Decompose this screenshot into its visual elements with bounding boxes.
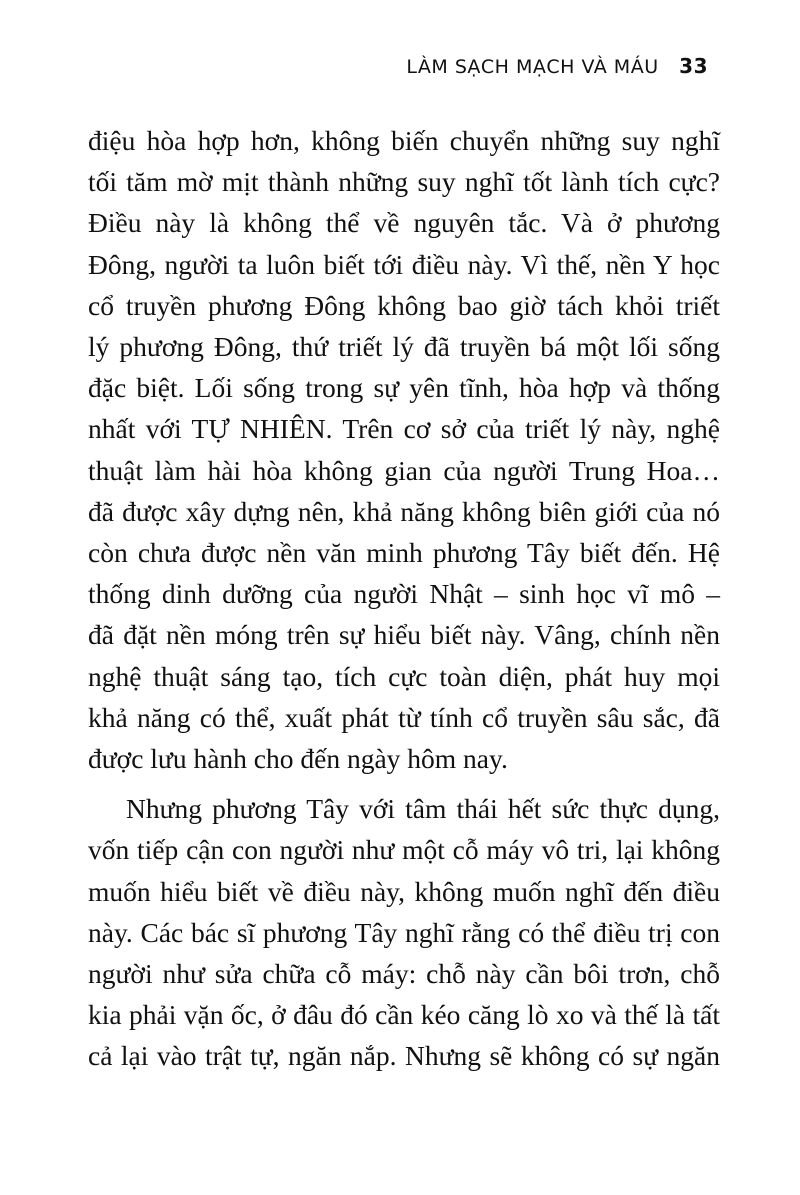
text-line: Điều này là không thể về nguyên tắc. Và ở phương (88, 207, 720, 239)
text-line: nhất với TỰ NHIÊN. Trên cơ sở của triết lý này, nghệ (88, 413, 720, 445)
text-line: khả năng có thể, xuất phát từ tính cổ truyền sâu sắc, đã (88, 701, 720, 733)
text-line: nghệ thuật sáng tạo, tích cực toàn diện, phát huy mọi (88, 660, 720, 692)
chapter-title: LÀM SẠCH MẠCH VÀ MÁU (406, 56, 659, 78)
paragraph-spacer (88, 779, 720, 788)
text-line: còn chưa được nền văn minh phương Tây biết đến. Hệ (88, 537, 720, 569)
text-line: cả lại vào trật tự, ngăn nắp. Nhưng sẽ không có sự ngăn (88, 1040, 720, 1072)
body-text (88, 120, 720, 1077)
text-line: tối tăm mờ mịt thành những suy nghĩ tốt lành tích cực? (88, 166, 720, 198)
text-line: được lưu hành cho đến ngày hôm nay. (88, 743, 508, 775)
text-line: lý phương Đông, thứ triết lý đã truyền bá một lối sống (88, 331, 720, 363)
page-number: 33 (679, 54, 708, 78)
text-line: thuật làm hài hòa không gian của người Trung Hoa… (88, 454, 720, 486)
text-line: kia phải vặn ốc, ở đâu đó cần kéo căng lò xo và thế là tất (88, 999, 720, 1031)
text-line: này. Các bác sĩ phương Tây nghĩ rằng có thể điều trị con (88, 916, 720, 948)
paragraph-1 (88, 120, 720, 779)
text-line: thống dinh dưỡng của người Nhật – sinh học vĩ mô – (88, 578, 720, 610)
text-line: Nhưng phương Tây với tâm thái hết sức thực dụng, (126, 793, 720, 825)
text-line: người như sửa chữa cỗ máy: chỗ này cần bôi trơn, chỗ (88, 958, 720, 990)
paragraph-2 (88, 788, 720, 1076)
text-line: muốn hiểu biết về điều này, không muốn nghĩ đến điều (88, 875, 720, 907)
text-line: điệu hòa hợp hơn, không biến chuyển những suy nghĩ (88, 125, 720, 156)
text-line: cổ truyền phương Đông không bao giờ tách khỏi triết (88, 289, 720, 321)
text-line: Đông, người ta luôn biết tới điều này. Vì thế, nền Y học (88, 248, 720, 280)
running-header (406, 54, 708, 78)
text-line: vốn tiếp cận con người như một cỗ máy vô tri, lại không (88, 834, 720, 866)
text-line: đặc biệt. Lối sống trong sự yên tĩnh, hòa hợp và thống (88, 372, 720, 404)
text-line: đã đặt nền móng trên sự hiểu biết này. Vâng, chính nền (88, 619, 720, 651)
text-line: đã được xây dựng nên, khả năng không biên giới của nó (88, 495, 720, 527)
